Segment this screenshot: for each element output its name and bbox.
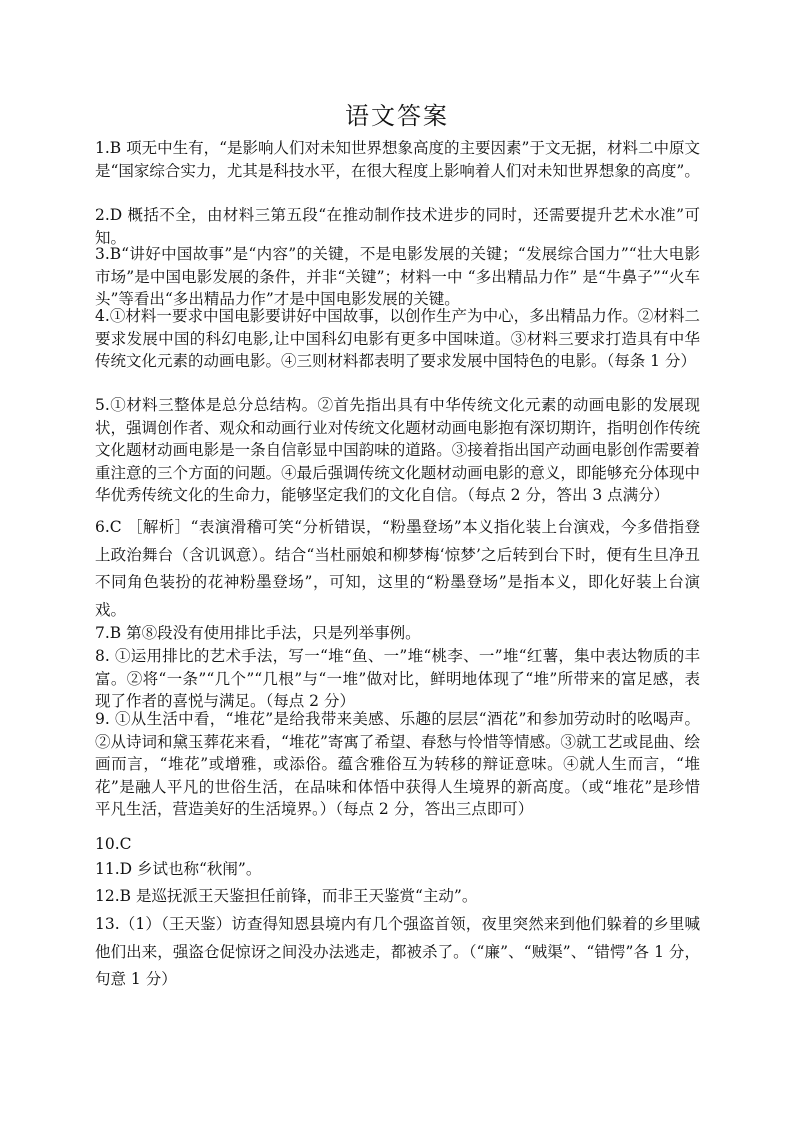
answer-item-3: 3.B“讲好中国故事”是“内容”的关键，不是电影发展的关键；“发展综合国力”“壮大电影市场”是中国电影发展的条件，并非“关键”；材料一中 “多出精品力作” 是“牛鼻子”“火车头”等看出“多出精品力作”才是中国电影发展的关键。 bbox=[95, 245, 700, 308]
answer-item-8: 8. ①运用排比的艺术手法，写一“堆“鱼、一”堆“桃李、一”堆“红薯，集中表达物质的丰富。②将“一条”“几个”“几根”与“一堆”做对比，鲜明地体现了“堆”所带来的富足感，表现了作者的喜悦与满足。（每点 2 分） bbox=[95, 647, 700, 710]
answer-item-4: 4.①材料一要求中国电影要讲好中国故事，以创作生产为中心，多出精品力作。②材料二要求发展中国的科幻电影,让中国科幻电影有更多中国味道。③材料三要求打造具有中华传统文化元素的动画电影。④三则材料都表明了要求发展中国特色的电影。（每条 1 分） bbox=[95, 307, 700, 370]
answer-item-2: 2.D 概括不全，由材料三第五段“在推动制作技术进步的同时，还需要提升艺术水准”可知。 bbox=[95, 206, 700, 247]
answer-item-7: 7.B 第⑧段没有使用排比手法，只是列举事例。 bbox=[95, 624, 421, 642]
answer-item-5: 5.①材料三整体是总分总结构。②首先指出具有中华传统文化元素的动画电影的发展现状，强调创作者、观众和动画行业对传统文化题材动画电影抱有深切期许，指明创作传统文化题材动画电影是一条自信彰显中国韵味的道路。③接着指出国产动画电影创作需要着重注意的三个方面的问题。④最后强调传统文化题材动画电影的意义，即能够充分体现中华优秀传统文化的生命力，能够坚定我们的文化自信。（每点 2 分，答出 3 点满分） bbox=[95, 396, 700, 504]
page-title: 语文答案 bbox=[345, 102, 449, 130]
answer-item-1: 1.B 项无中生有，“是影响人们对未知世界想象高度的主要因素”于文无据，材料二中原文是“国家综合实力，尤其是科技水平，在很大程度上影响着人们对未知世界想象的高度”。 bbox=[95, 139, 700, 180]
answer-item-12: 12.B 是巡抚派王天鉴担任前锋，而非王天鉴赏“主动”。 bbox=[95, 887, 478, 905]
answer-item-9: 9. ①从生活中看，“堆花”是给我带来美感、乐趣的层层“酒花”和参加劳动时的吆喝声。②从诗词和黛玉葬花来看，“堆花”寄寓了希望、春愁与怜惜等情感。③就工艺或昆曲、绘画而言，“堆花”或增雅，或添俗。蕴含雅俗互为转移的辩证意味。④就人生而言，“堆花”是融人平凡的世俗生活，在品味和体悟中获得人生境界的新高度。（或“堆花”是珍惜平凡生活，营造美好的生活境界。）（每点 2 分，答出三点即可） bbox=[95, 710, 700, 818]
answer-item-10: 10.C bbox=[95, 835, 132, 853]
answer-item-11: 11.D 乡试也称“秋闱”。 bbox=[95, 860, 262, 878]
answer-item-6: 6.C ［解析］“表演滑稽可笑“分析错误，“粉墨登场”本义指化装上台演戏，今多借指登上政治舞台（含讥讽意）。结合“当杜丽娘和柳梦梅‘惊梦’之后转到台下时，便有生旦净丑不同角色装扮的花神粉墨登场”，可知，这里的“粉墨登场”是指本义，即化好装上台演戏。 bbox=[95, 518, 700, 619]
answer-item-13: 13.（1）（王天鉴）访查得知恩县境内有几个强盗首领，夜里突然来到他们躲着的乡里喊他们出来，强盗仓促惊讶之间没办法逃走，都被杀了。（“廉”、“贼渠”、“错愕”各 1 分，句意 1 分） bbox=[95, 915, 700, 988]
